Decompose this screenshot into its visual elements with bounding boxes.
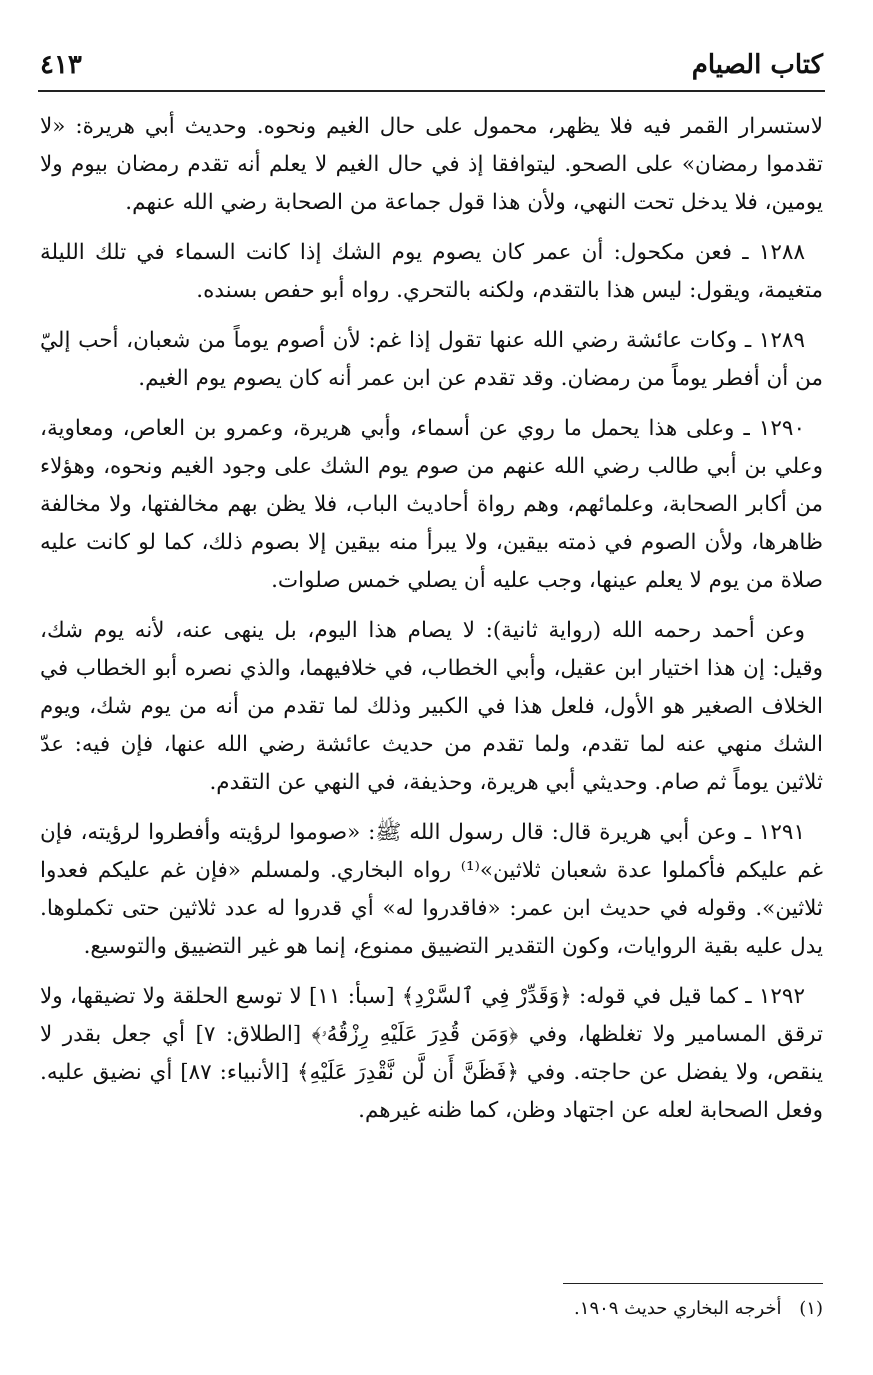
paragraph-continuation: لاستسرار القمر فيه فلا يظهر، محمول على حال الغيم ونحوه. وحديث أبي هريرة: «لا تقدموا رمضان» على الصحو. ليتوافقا إذ في حال الغيم لا يعلم أنه تقدم رمضان بيوم ولا يومين، فلا يدخل تحت النهي، ولأن هذا قول جماعة من الصحابة رضي الله عنهم. (40, 114, 823, 215)
paragraph-ahmad-narration: وعن أحمد رحمه الله (رواية ثانية): لا يصام هذا اليوم، بل ينهى عنه، لأنه يوم شك، وقيل: إن هذا اختيار ابن عقيل، وأبي الخطاب، في خلافيهما، والذي نصره أبو الخطاب في الخلاف الصغير هو الأول، فلعل هذا في الكبير وذلك لما تقدم من أنه من يوم شك، ويوم الشك منهي عنه لما تقدم، ولما تقدم من حديث عائشة رضي الله عنها، فإن فيه: عدّ ثلاثين يوماً ثم صام. وحديثي أبي هريرة، وحذيفة، في النهي عن التقدم. (40, 618, 823, 795)
paragraph-1291: ١٢٩١ ـ وعن أبي هريرة قال: قال رسول الله ﷺ: «صوموا لرؤيته وأفطروا لرؤيته، فإن غم عليكم فأكملوا عدة شعبان ثلاثين»⁽¹⁾ رواه البخاري. ولمسلم «فإن غم عليكم فعدوا ثلاثين». وقوله في حديث ابن عمر: «فاقدروا له» أي قدروا له عدد ثلاثين حتى تكملوها. يدل عليه بقية الروايات، وكون التقدير التضييق ممنوع، إنما هو غير التضييق والتوسيع. (40, 820, 823, 959)
paragraph-1288: ١٢٨٨ ـ فعن مكحول: أن عمر كان يصوم يوم الشك إذا كانت السماء في تلك الليلة متغيمة، ويقول: ليس هذا بالتقدم، ولكنه بالتحري. رواه أبو حفص بسنده. (40, 240, 823, 303)
page-header (40, 42, 823, 88)
header-divider (38, 90, 825, 92)
chapter-title: كتاب الصيام (691, 50, 823, 80)
paragraph-1289: ١٢٨٩ ـ وكات عائشة رضي الله عنها تقول إذا غم: لأن أصوم يوماً من شعبان، أحب إليّ من أن أفطر يوماً من رمضان. وقد تقدم عن ابن عمر أنه كان يصوم يوم الغيم. (40, 328, 823, 391)
footnote-number: (١) (799, 1298, 823, 1319)
footnote-divider (563, 1283, 823, 1284)
paragraph-1290: ١٢٩٠ ـ وعلى هذا يحمل ما روي عن أسماء، وأبي هريرة، وعمرو بن العاص، ومعاوية، وعلي بن أبي طالب رضي الله عنهم من صوم يوم الشك على وجود الغيم ونحوه، وهؤلاء من أكابر الصحابة، وعلمائهم، وهم رواة أحاديث الباب، فلا يظن بهم مخالفتها، ولا مخالفة ظاهرها، ولأن الصوم في ذمته بيقين، ولا يبرأ منه بيقين إلا بصوم ذلك، كما لو كانت عليه صلاة من يوم لا يعلم عينها، وجب عليه أن يصلي خمس صلوات. (40, 416, 823, 593)
footnote-text: أخرجه البخاري حديث ١٩٠٩. (574, 1298, 782, 1319)
paragraph-1292: ١٢٩٢ ـ كما قيل في قوله: ﴿وَقَدِّرْ فِي ٱلسَّرْدِ﴾ [سبأ: ١١] لا توسع الحلقة ولا تضيقها، ولا ترقق المسامير ولا تغلظها، وفي ﴿وَمَن قُدِرَ عَلَيْهِ رِزْقُهُۥ﴾ [الطلاق: ٧] أي جعل بقدر لا ينقص، ولا يفضل عن حاجته. وفي ﴿فَظَنَّ أَن لَّن نَّقْدِرَ عَلَيْهِ﴾ [الأنبياء: ٨٧] أي نضيق عليه. وفعل الصحابة لعله عن اجتهاد وظن، كما ظنه غيرهم. (40, 984, 823, 1123)
footnote (40, 1294, 823, 1324)
page-body (40, 108, 823, 1142)
page-number: ٤١٣ (40, 50, 82, 80)
